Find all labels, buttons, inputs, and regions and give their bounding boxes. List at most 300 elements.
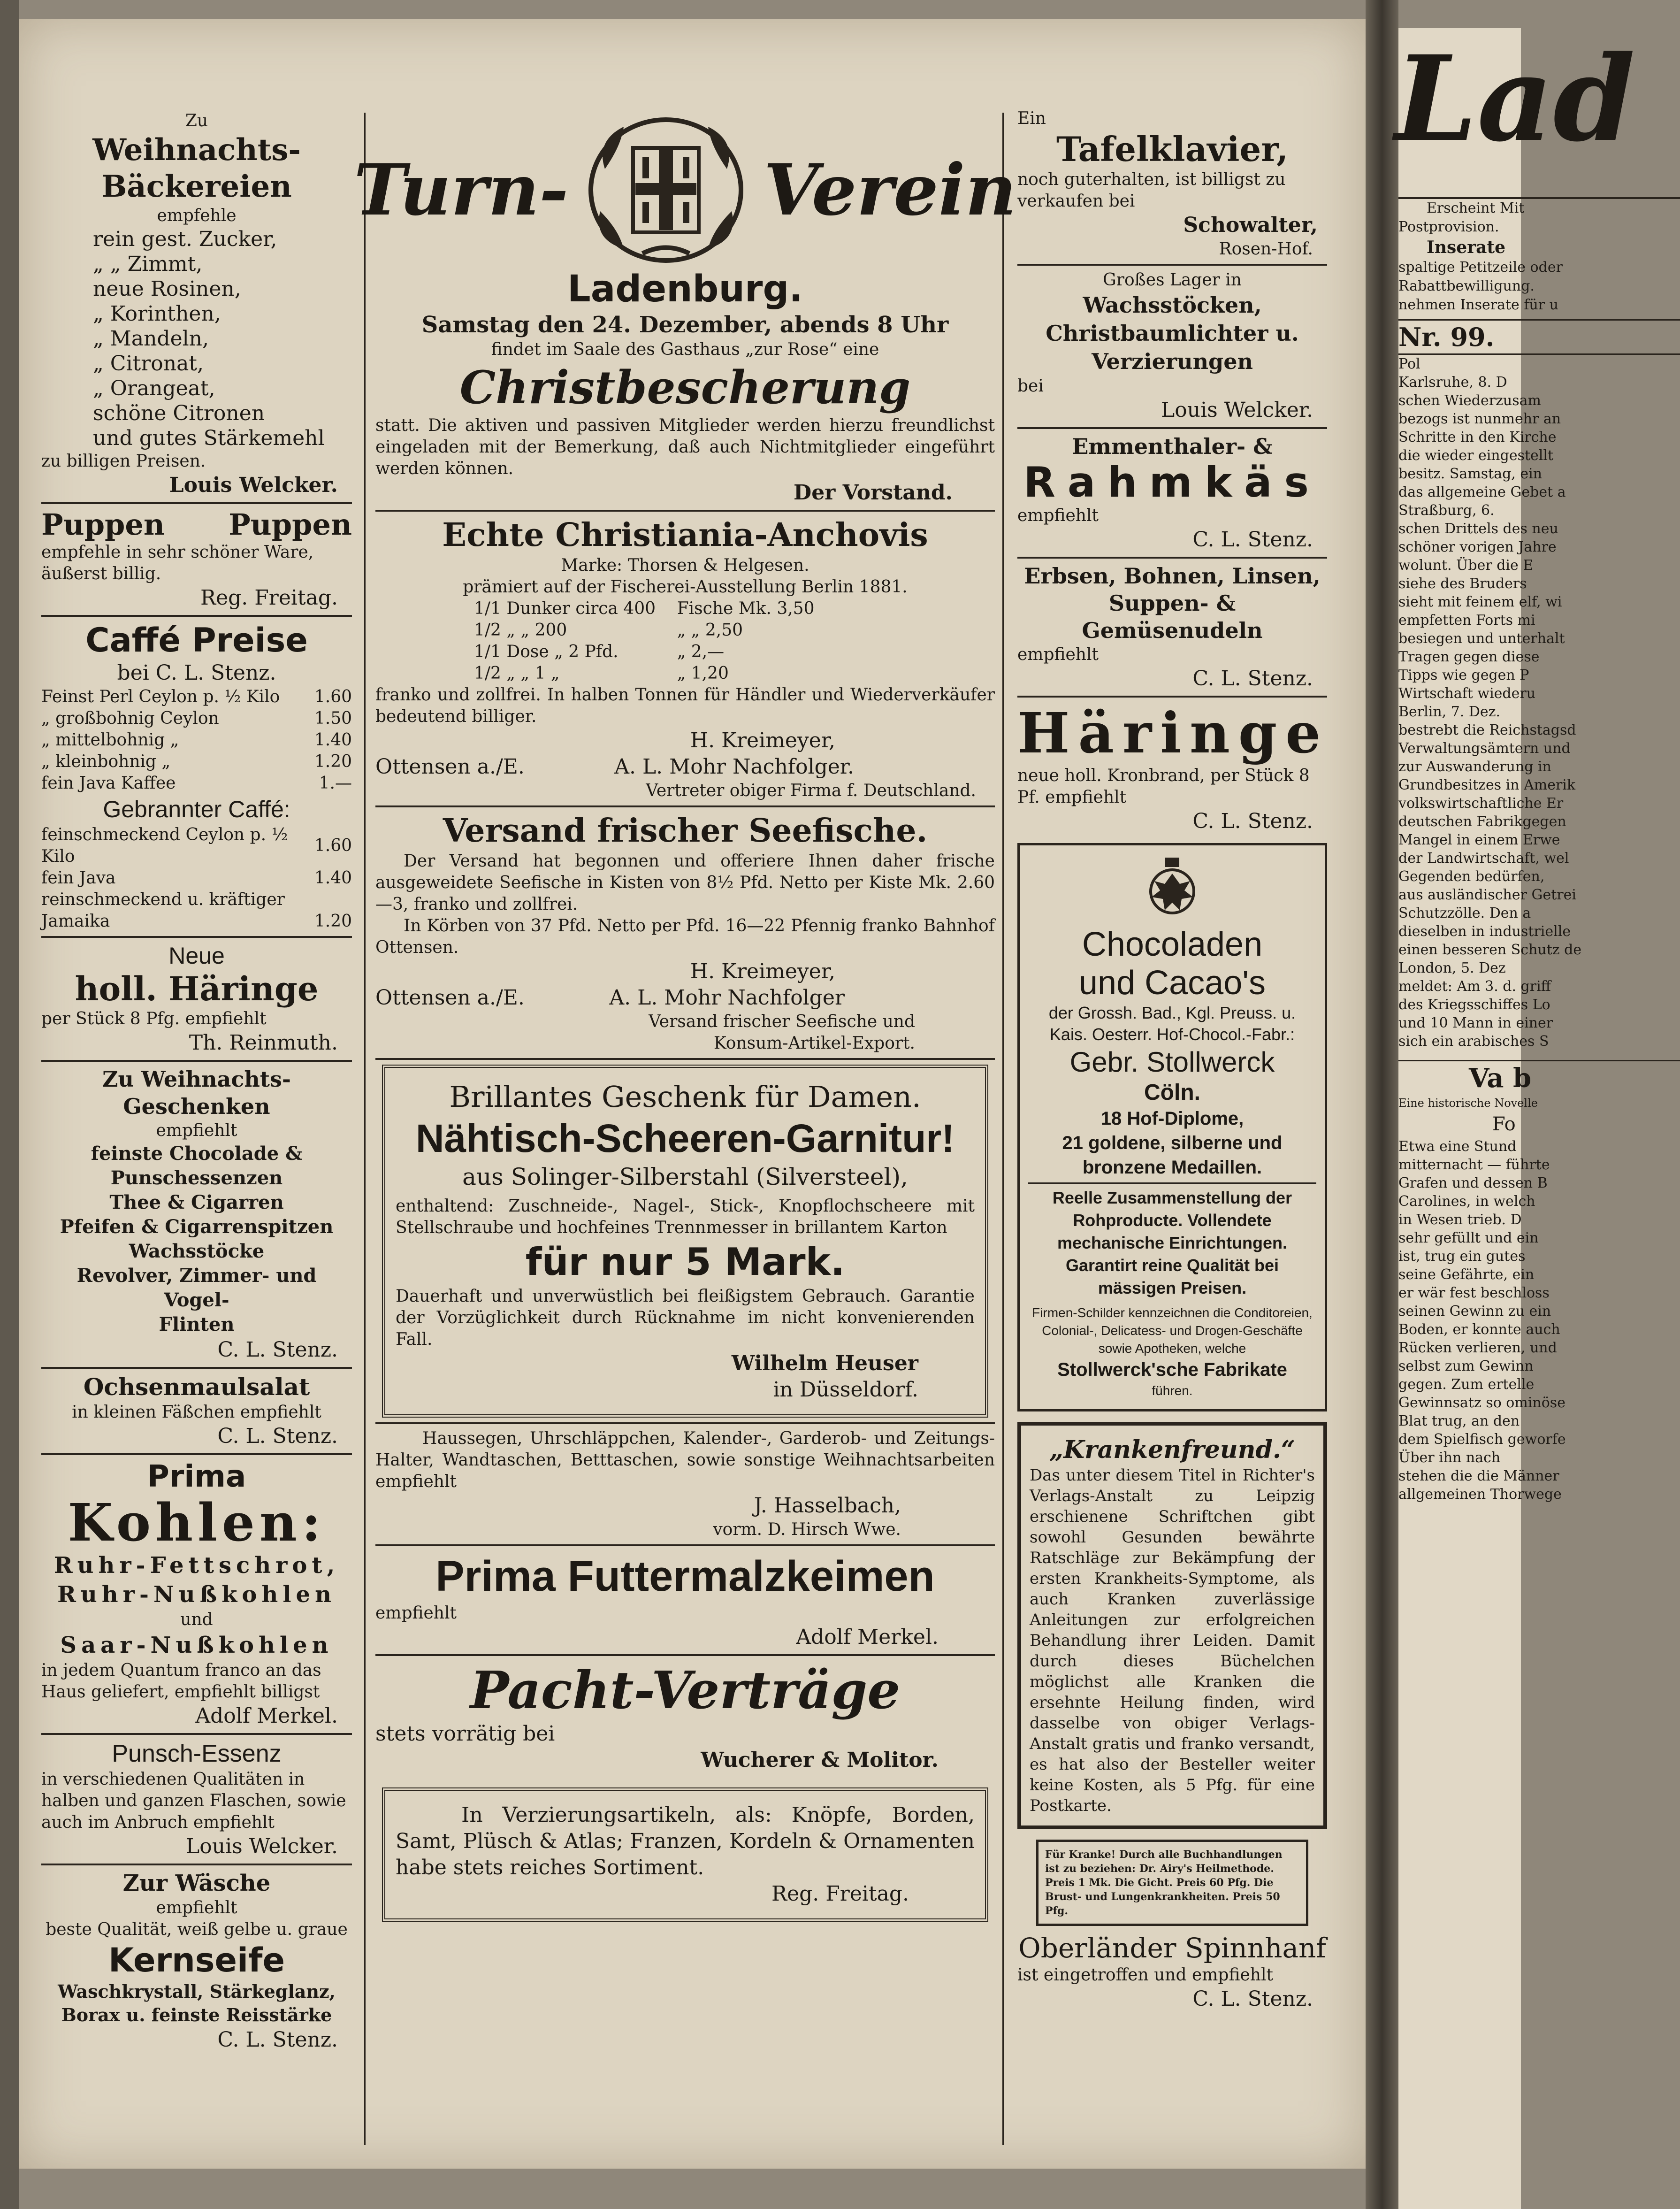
ad-stollwerck bbox=[1017, 843, 1327, 1411]
ad-kicker: Emmenthaler- & bbox=[1072, 434, 1273, 459]
divider bbox=[375, 1654, 995, 1656]
price-table bbox=[41, 686, 352, 794]
ad-weihnachts-baeckereien bbox=[41, 110, 352, 499]
table-cell: „ 2,— bbox=[677, 642, 725, 661]
text-line: Etwa eine Stund bbox=[1398, 1138, 1517, 1155]
ad-subheading: aus Solinger-Silberstahl (Silversteel), bbox=[462, 1163, 908, 1190]
novel-title: Va b bbox=[1469, 1063, 1532, 1094]
novel-subtitle: Eine historische Novelle bbox=[1398, 1097, 1538, 1110]
turner-cross-emblem-icon bbox=[577, 113, 755, 268]
text-line: Gewinnsatz so ominöse bbox=[1398, 1395, 1565, 1411]
ad-text: der Grossh. Bad., Kgl. Preuss. u. bbox=[1048, 1003, 1296, 1022]
table-cell: 1.20 bbox=[314, 912, 352, 931]
text-line: und 10 Mann in einer bbox=[1398, 1015, 1553, 1031]
table-row bbox=[41, 889, 352, 911]
text-line: Schutzzölle. Den a bbox=[1398, 905, 1531, 921]
table-row bbox=[474, 598, 831, 620]
text-line: bezogs ist nunmehr an bbox=[1398, 411, 1561, 427]
divider bbox=[1017, 696, 1327, 698]
text-line: dem Spielfisch geworfe bbox=[1398, 1431, 1566, 1448]
ad-text: prämiert auf der Fischerei-Ausstellung Berlin 1881. bbox=[463, 577, 908, 597]
ad-subheading: Ladenburg. bbox=[567, 268, 803, 310]
ad-text: bei bbox=[1017, 376, 1044, 396]
text-line: schen Drittels des neu bbox=[1398, 521, 1558, 537]
list-item: rein gest. Zucker, bbox=[93, 227, 277, 251]
advertiser-location: Rosen-Hof. bbox=[1219, 239, 1313, 259]
text-line: Grafen und dessen B bbox=[1398, 1175, 1548, 1191]
text-line: siehe des Bruders bbox=[1398, 575, 1527, 592]
text-line: Verwaltungsämtern und bbox=[1398, 740, 1571, 757]
text-line: sehr gefüllt und ein bbox=[1398, 1230, 1539, 1246]
item-list bbox=[41, 227, 352, 451]
text-line: Boden, er konnte auch bbox=[1398, 1321, 1560, 1338]
ad-text: Konsum-Artikel-Export. bbox=[713, 1034, 915, 1053]
ad-text: Kais. Oesterr. Hof-Chocol.-Fabr.: bbox=[1049, 1025, 1295, 1044]
text-line: Blat trug, an den bbox=[1398, 1413, 1520, 1429]
ad-text: per Stück 8 Pfg. empfiehlt bbox=[41, 1009, 267, 1028]
ad-heading: holl. Häringe bbox=[75, 969, 319, 1008]
text-line: Carolines, in welch bbox=[1398, 1193, 1535, 1210]
ad-kicker: Zu bbox=[185, 111, 208, 130]
advertiser-firm: A. L. Mohr Nachfolger bbox=[609, 986, 845, 1010]
ad-heading: Suppen- & Gemüsenudeln bbox=[1082, 591, 1263, 643]
ad-text: findet im Saale des Gasthaus „zur Rose“ eine bbox=[491, 340, 879, 359]
table-cell: „ mittelbohnig „ bbox=[41, 730, 179, 750]
table-cell: 1.60 bbox=[314, 687, 352, 706]
ad-subheading: Ruhr-Nußkohlen bbox=[57, 1581, 336, 1608]
divider bbox=[375, 805, 995, 807]
ad-text: in jedem Quantum franco an das Haus geliefert, empfiehlt billigst bbox=[41, 1661, 321, 1702]
text-line: deutschen Fabrikgegen bbox=[1398, 813, 1566, 830]
issue-number: Nr. 99. bbox=[1398, 322, 1495, 352]
list-item: „ Orangeat, bbox=[93, 376, 215, 400]
ad-kicker: Zur Wäsche bbox=[122, 1870, 271, 1896]
ad-seefische bbox=[375, 811, 995, 1054]
list-item: und gutes Stärkemehl bbox=[93, 426, 325, 450]
table-cell: 1/1 Dunker circa 400 bbox=[474, 599, 656, 618]
list-item: Flinten bbox=[159, 1313, 235, 1335]
table-row bbox=[474, 663, 831, 684]
table-cell: 1.50 bbox=[314, 709, 352, 728]
price-table bbox=[41, 824, 352, 932]
ad-heading: Wachsstöcken, Christbaumlichter u. Verzierungen bbox=[1046, 292, 1299, 374]
table-cell: 1.— bbox=[319, 774, 352, 793]
ad-text: zu billigen Preisen. bbox=[41, 452, 206, 471]
table-row bbox=[41, 708, 352, 729]
text-line: Rücken verlieren, und bbox=[1398, 1340, 1557, 1356]
text-line: zur Auswanderung in bbox=[1398, 759, 1551, 775]
advertiser-name: H. Kreimeyer, bbox=[690, 729, 835, 752]
ad-heading: Tafelklavier, bbox=[1056, 129, 1289, 169]
advertiser-name: C. L. Stenz. bbox=[1192, 528, 1313, 552]
text-line: meldet: Am 3. d. griff bbox=[1398, 978, 1551, 995]
column-1 bbox=[41, 110, 352, 2053]
ad-hasselbach bbox=[375, 1428, 995, 1541]
header-text: Inserate bbox=[1427, 238, 1506, 257]
ad-holl-haeringe bbox=[41, 942, 352, 1056]
ad-text: empfiehlt bbox=[1017, 506, 1099, 525]
text-line: des Kriegsschiffes Lo bbox=[1398, 997, 1550, 1013]
ad-caffe-preise bbox=[41, 621, 352, 932]
text-line: ist, trug ein gutes bbox=[1398, 1248, 1526, 1265]
advertiser-name: Wilhelm Heuser bbox=[731, 1351, 918, 1375]
ad-fuer-kranke bbox=[1036, 1840, 1308, 1926]
ad-text: neue holl. Kronbrand, per Stück 8 Pf. empfiehlt bbox=[1017, 766, 1310, 807]
ad-heading: Oberländer Spinnhanf bbox=[1018, 1932, 1326, 1964]
text-line: bestrebt die Reichstagsd bbox=[1398, 722, 1576, 738]
list-item: „ Citronat, bbox=[93, 352, 204, 376]
ad-text: Dauerhaft und unverwüstlich bei fleißigstem Gebrauch. Garantie der Vorzüglichkeit durch Rücknahme im nicht konvenierenden Fall. bbox=[396, 1287, 975, 1349]
text-line: schöner vorigen Jahre bbox=[1398, 539, 1557, 555]
item-list bbox=[41, 1142, 352, 1337]
ad-text: In Verzierungsartikeln, als: Knöpfe, Borden, Samt, Plüsch & Atlas; Franzen, Kordeln & Ornamenten habe stets reiches Sortiment. bbox=[396, 1803, 975, 1879]
ad-text: ist eingetroffen und empfiehlt bbox=[1017, 1965, 1273, 1985]
table-row bbox=[41, 824, 352, 867]
ad-heading: Nähtisch-Scheeren-Garnitur! bbox=[415, 1116, 955, 1160]
advertiser-name: Reg. Freitag. bbox=[771, 1882, 909, 1906]
ad-kohlen bbox=[41, 1459, 352, 1729]
event-date: Samstag den 24. Dezember, abends 8 Uhr bbox=[421, 312, 949, 338]
ad-text: Der Versand hat begonnen und offeriere Ihnen daher frische ausgeweidete Seefische in Kisten von 8½ Pfd. Netto per Kiste Mk. 2.60—3, franko und zollfrei. bbox=[375, 851, 995, 914]
ad-text: Für Kranke! Durch alle Buchhandlungen ist zu beziehen: Dr. Airy's Heilmethode. Preis 1 Mk. Die Gicht. Preis 60 Pfg. Die Brust- und Lungenkrankheiten. Preis 50 Pfg. bbox=[1045, 1849, 1283, 1917]
ad-text: empfiehlt bbox=[156, 1121, 237, 1140]
table-cell: 1/2 „ „ 1 „ bbox=[474, 664, 560, 683]
table-cell: reinschmeckend u. kräftiger bbox=[41, 890, 285, 909]
ad-heading: Versand frischer Seefische. bbox=[443, 812, 928, 850]
ad-naehtisch-garnitur bbox=[382, 1065, 988, 1418]
price-table bbox=[474, 598, 831, 684]
ad-turnverein bbox=[354, 113, 1016, 506]
advertiser-name: Adolf Merkel. bbox=[195, 1704, 338, 1728]
text-line: mitternacht — führte bbox=[1398, 1157, 1550, 1173]
text-line: selbst zum Gewinn bbox=[1398, 1358, 1534, 1374]
ad-text: Borax u. feinste Reisstärke bbox=[61, 2004, 332, 2025]
text-line: gegen. Zum ertelle bbox=[1398, 1376, 1535, 1393]
ad-haeringe bbox=[1017, 701, 1327, 835]
table-row bbox=[41, 751, 352, 773]
column-rule-right bbox=[1002, 113, 1004, 2145]
novel-heading: Fo bbox=[1492, 1113, 1516, 1135]
ad-heading: Turn- bbox=[354, 149, 569, 231]
table-cell: Fische Mk. 3,50 bbox=[677, 599, 815, 618]
column-rule-left bbox=[364, 113, 366, 2145]
list-item: feinste Chocolade & Punschessenzen bbox=[91, 1143, 303, 1189]
advertiser-name: Wucherer & Molitor. bbox=[701, 1748, 939, 1772]
text-line: besitz. Samstag, ein bbox=[1398, 466, 1543, 482]
table-cell: feinschmeckend Ceylon p. ½ Kilo bbox=[41, 825, 288, 866]
advertiser-firm: A. L. Mohr Nachfolger. bbox=[614, 755, 854, 779]
ad-text: vorm. D. Hirsch Wwe. bbox=[713, 1520, 901, 1539]
text-line: seinen Gewinn zu ein bbox=[1398, 1303, 1551, 1319]
ad-heading: und Cacao's bbox=[1078, 964, 1266, 1002]
table-cell: „ großbohnig Ceylon bbox=[41, 709, 219, 728]
advertiser-city: Ottensen a./E. bbox=[375, 755, 525, 779]
ad-text: Firmen-Schilder kennzeichnen die Conditoreien, Colonial-, Delicatess- und Drogen-Geschäfte sowie Apotheken, welche bbox=[1032, 1305, 1313, 1356]
ad-text: Stollwerck'sche Fabrikate bbox=[1057, 1359, 1287, 1380]
ad-heading: Häringe bbox=[1017, 700, 1329, 766]
ad-text: beste Qualität, weiß gelbe u. graue bbox=[46, 1920, 348, 1939]
ad-text: Haussegen, Uhrschläppchen, Kalender-, Garderob- und Zeitungs-Halter, Wandtaschen, Betttaschen, sowie sonstige Weihnachtsarbeiten empfiehlt bbox=[375, 1429, 995, 1491]
ad-heading: Punsch-Essenz bbox=[112, 1740, 282, 1767]
ad-text: Großes Lager in bbox=[1103, 270, 1242, 290]
list-item: „ „ Zimmt, bbox=[93, 252, 203, 276]
advertiser-name: Louis Welcker. bbox=[186, 1834, 338, 1858]
ad-heading: Weihnachts-Bäckereien bbox=[92, 132, 301, 204]
advertiser-city: Ottensen a./E. bbox=[375, 986, 525, 1010]
advertiser-name: C. L. Stenz. bbox=[1192, 809, 1313, 833]
column-3 bbox=[1017, 108, 1327, 2012]
ad-text: bronzene Medaillen. bbox=[1082, 1157, 1262, 1178]
header-text: Postprovision. bbox=[1398, 219, 1499, 235]
event-title: Christbescherung bbox=[459, 361, 911, 414]
header-text: nehmen Inserate für u bbox=[1398, 297, 1558, 313]
ad-krankenfreund bbox=[1017, 1422, 1327, 1829]
ad-subheading: Cöln. bbox=[1144, 1080, 1200, 1105]
table-cell: „ kleinbohnig „ bbox=[41, 752, 171, 771]
advertiser-name: J. Hasselbach, bbox=[754, 1494, 901, 1518]
ad-text: franko und zollfrei. In halben Tonnen für Händler und Wiederverkäufer bedeutend billiger. bbox=[375, 685, 995, 726]
ad-text: Das unter diesem Titel in Richter's Verlags-Anstalt zu Leipzig erschienene Schriftchen gibt sowohl Gesunden bewährte Ratschläge zur Bekämpfung der ersten Krankheits-Symptome, als auch Kranken zuverlässige Anleitungen zur erfolgreichen Behandlung ihrer Leiden. Damit durch dieses Büchelchen möglichst alle Kranken die ersehnte Heilung finden, wird dasselbe von obiger Verlags-Anstalt gratis und franko versandt, es hat also der Besteller weiter keine Kosten, als 5 Pfg. für eine Postkarte. bbox=[1030, 1466, 1315, 1815]
list-item: Thee & Cigarren bbox=[109, 1191, 284, 1213]
divider bbox=[375, 1544, 995, 1546]
advertiser-name: C. L. Stenz. bbox=[217, 1338, 338, 1362]
ad-heading: Puppen bbox=[229, 507, 352, 542]
divider bbox=[41, 1367, 352, 1369]
ad-verzierungsartikel bbox=[382, 1787, 988, 1922]
ad-heading: Zu Weihnachts-Geschenken bbox=[102, 1066, 291, 1119]
list-item: schöne Citronen bbox=[93, 401, 265, 425]
ad-puppen bbox=[41, 508, 352, 611]
table-cell: 1.40 bbox=[314, 730, 352, 750]
table-row bbox=[41, 773, 352, 794]
ad-heading: Kohlen: bbox=[68, 1492, 326, 1553]
divider bbox=[41, 502, 352, 504]
ad-waesche bbox=[41, 1869, 352, 2053]
text-line: Berlin, 7. Dez. bbox=[1398, 704, 1501, 720]
advertiser-city: in Düsseldorf. bbox=[773, 1378, 918, 1402]
table-cell: „ 1,20 bbox=[677, 664, 729, 683]
advertiser-name: Louis Welcker. bbox=[169, 473, 338, 497]
ad-ochsenmaulsalat bbox=[41, 1373, 352, 1450]
ad-huelsenfruechte bbox=[1017, 562, 1327, 692]
ad-text: Versand frischer Seefische und bbox=[649, 1012, 915, 1031]
ad-text: und bbox=[180, 1610, 213, 1629]
text-line: besiegen und unterhalt bbox=[1398, 630, 1565, 647]
ad-subheading: Gebr. Stollwerck bbox=[1069, 1046, 1275, 1078]
text-line: Pol bbox=[1398, 356, 1420, 372]
text-line: der Landwirtschaft, wel bbox=[1398, 850, 1569, 867]
table-row bbox=[474, 620, 831, 641]
divider bbox=[1017, 264, 1327, 266]
ad-subheading: Gebrannter Caffé: bbox=[103, 796, 290, 822]
ad-punsch-essenz bbox=[41, 1739, 352, 1860]
divider bbox=[41, 936, 352, 938]
text-line: in Wesen trieb. D bbox=[1398, 1212, 1522, 1228]
table-cell: 1/1 Dose „ 2 Pfd. bbox=[474, 642, 619, 661]
list-item: „ Mandeln, bbox=[93, 327, 209, 351]
divider bbox=[41, 1453, 352, 1455]
masthead: Lad bbox=[1395, 30, 1635, 168]
ad-text: In Körben von 37 Pfd. Netto per Pfd. 16—22 Pfennig franko Bahnhof Ottensen. bbox=[375, 916, 995, 957]
ad-text: Marke: Thorsen & Helgesen. bbox=[561, 556, 809, 575]
divider bbox=[1017, 557, 1327, 559]
list-item: Revolver, Zimmer- und Vogel- bbox=[76, 1265, 317, 1311]
ad-heading: Puppen bbox=[41, 507, 165, 542]
ad-text: empfiehlt bbox=[375, 1603, 457, 1623]
ad-text: empfiehlt bbox=[1017, 645, 1099, 664]
ad-heading: Echte Christiania-Anchovis bbox=[442, 516, 928, 554]
news-column bbox=[1398, 355, 1680, 1051]
header-text: spaltige Petitzeile oder bbox=[1398, 259, 1563, 276]
column-2 bbox=[354, 113, 1016, 1922]
ad-text: Reelle Zusammenstellung der Rohproducte. Vollendete mechanische Einrichtungen. Garantirt reine Qualität bei mässigen Preisen. bbox=[1052, 1188, 1292, 1297]
text-line: sich ein arabisches S bbox=[1398, 1033, 1549, 1050]
text-line: einen besseren Schutz de bbox=[1398, 942, 1582, 958]
advertiser-name: C. L. Stenz. bbox=[217, 1424, 338, 1448]
text-line: Wirtschaft wiederu bbox=[1398, 685, 1536, 702]
book-gutter bbox=[1366, 0, 1398, 2209]
text-line: volkswirtschaftliche Er bbox=[1398, 795, 1564, 812]
ad-text: empfehle bbox=[157, 206, 237, 225]
ad-wachsstoecke bbox=[1017, 269, 1327, 423]
ad-text: empfiehlt bbox=[156, 1898, 237, 1918]
ad-heading: Verein bbox=[764, 149, 1016, 231]
ad-rahmkaes bbox=[1017, 433, 1327, 553]
divider bbox=[41, 1733, 352, 1735]
ad-heading: Chocoladen bbox=[1082, 926, 1263, 963]
list-item: Wachsstöcke bbox=[129, 1240, 265, 1262]
ad-heading: Rahmkäs bbox=[1023, 458, 1321, 506]
advertiser-name: Louis Welcker. bbox=[1161, 398, 1313, 422]
ad-heading: Caffé Preise bbox=[85, 621, 308, 660]
text-line: Gegenden bedürfen, bbox=[1398, 868, 1545, 885]
advertiser-name: H. Kreimeyer, bbox=[690, 959, 835, 983]
text-line: seine Gefährte, ein bbox=[1398, 1266, 1535, 1283]
advertiser-name: Schowalter, bbox=[1183, 213, 1318, 237]
text-line: schen Wiederzusam bbox=[1398, 392, 1541, 409]
divider bbox=[1028, 1182, 1316, 1184]
ad-kicker: Neue bbox=[168, 943, 225, 969]
text-line: London, 5. Dez bbox=[1398, 960, 1506, 976]
text-line: Grundbesitzes in Amerik bbox=[1398, 777, 1576, 793]
ad-anchovis bbox=[375, 515, 995, 802]
text-line: Tragen gegen diese bbox=[1398, 649, 1540, 665]
ad-text: empfehle in sehr schöner Ware, äußerst billig. bbox=[41, 543, 314, 583]
ad-text: in kleinen Fäßchen empfiehlt bbox=[72, 1403, 321, 1422]
advertiser-name: Der Vorstand. bbox=[794, 481, 953, 505]
text-line: empfetten Forts mi bbox=[1398, 612, 1535, 629]
ad-kicker: Ein bbox=[1017, 109, 1046, 128]
divider bbox=[41, 1060, 352, 1062]
price-label: für nur 5 Mark. bbox=[525, 1240, 845, 1284]
ad-heading: „Krankenfreund.“ bbox=[1049, 1435, 1295, 1464]
list-item: neue Rosinen, bbox=[93, 277, 241, 301]
ad-tafelklavier bbox=[1017, 108, 1327, 260]
ad-subheading: Saar-Nußkohlen bbox=[60, 1632, 333, 1658]
table-cell: 1.40 bbox=[314, 868, 352, 888]
text-line: Über ihn nach bbox=[1398, 1450, 1501, 1466]
table-row bbox=[41, 867, 352, 889]
header-text: Rabattbewilligung. bbox=[1398, 278, 1535, 294]
list-item: „ Korinthen, bbox=[93, 302, 221, 326]
text-line: wolunt. Über die E bbox=[1398, 557, 1534, 574]
table-cell: Jamaika bbox=[41, 912, 110, 931]
ad-heading: Kernseife bbox=[108, 1941, 285, 1979]
text-line: die wieder eingestellt bbox=[1398, 447, 1554, 464]
text-line: stehen die die Männer bbox=[1398, 1468, 1559, 1484]
text-line: Tipps wie gegen P bbox=[1398, 667, 1529, 683]
text-line: Straßburg, 6. bbox=[1398, 502, 1495, 519]
text-line: aus ausländischer Getrei bbox=[1398, 887, 1576, 903]
advertiser-name: Adolf Merkel. bbox=[796, 1625, 939, 1649]
ad-weihnachts-geschenke bbox=[41, 1066, 352, 1363]
divider bbox=[375, 1422, 995, 1424]
ad-heading: Erbsen, Bohnen, Linsen, bbox=[1024, 563, 1321, 589]
table-row bbox=[474, 641, 831, 663]
ad-futtermalzkeimen bbox=[375, 1550, 995, 1650]
ad-subheading: Ruhr-Fettschrot, bbox=[53, 1552, 340, 1579]
table-cell: 1/2 „ „ 200 bbox=[474, 621, 567, 640]
scanner-background bbox=[0, 0, 19, 2209]
advertiser-name: C. L. Stenz. bbox=[1192, 667, 1313, 690]
text-line: er wär fest beschloss bbox=[1398, 1285, 1550, 1301]
ad-text: führen. bbox=[1152, 1383, 1193, 1398]
table-cell: „ „ 2,50 bbox=[677, 621, 743, 640]
text-line: Karlsruhe, 8. D bbox=[1398, 374, 1507, 391]
table-cell: fein Java Kaffee bbox=[41, 774, 176, 793]
ad-heading: Prima Futtermalzkeimen bbox=[435, 1552, 935, 1600]
advertiser-name: C. L. Stenz. bbox=[1192, 1987, 1313, 2011]
ad-text: bei C. L. Stenz. bbox=[117, 661, 276, 685]
next-page bbox=[1395, 28, 1635, 2209]
eagle-crest-icon bbox=[1028, 855, 1316, 925]
text-line: das allgemeine Gebet a bbox=[1398, 484, 1566, 500]
list-item: Pfeifen & Cigarrenspitzen bbox=[60, 1216, 334, 1238]
table-cell bbox=[314, 889, 352, 911]
novel-column bbox=[1398, 1137, 1680, 1503]
text-line: sieht mit feinem elf, wi bbox=[1398, 594, 1562, 610]
turnverein-header bbox=[354, 113, 1016, 268]
ad-text: enthaltend: Zuschneide-, Nagel-, Stick-, Knopflochscheere mit Stellschraube und hochfeines Trennmesser in brillantem Karton bbox=[396, 1197, 975, 1237]
text-line: allgemeinen Thorwege bbox=[1398, 1486, 1562, 1503]
text-line: Mangel in einem Erwe bbox=[1398, 832, 1560, 848]
ad-text: Vertreter obiger Firma f. Deutschland. bbox=[646, 781, 976, 800]
table-cell: 1.20 bbox=[314, 752, 352, 771]
divider bbox=[375, 1058, 995, 1060]
header-text: Erscheint Mit bbox=[1427, 200, 1525, 216]
ad-text: 18 Hof-Diplome, bbox=[1100, 1108, 1244, 1129]
divider bbox=[375, 510, 995, 512]
ad-text: 21 goldene, silberne und bbox=[1062, 1133, 1283, 1153]
ad-spinnhanf bbox=[1017, 1932, 1327, 2012]
ad-pacht-vertraege bbox=[375, 1660, 995, 1773]
ad-heading: Pacht-Verträge bbox=[470, 1660, 901, 1720]
text-line: dieselben in industrielle bbox=[1398, 923, 1571, 940]
divider bbox=[41, 1864, 352, 1865]
table-row bbox=[41, 729, 352, 751]
ad-heading: Ochsenmaulsalat bbox=[83, 1373, 310, 1401]
ad-text: stets vorrätig bei bbox=[375, 1722, 555, 1746]
table-cell: Feinst Perl Ceylon p. ½ Kilo bbox=[41, 687, 280, 706]
divider bbox=[1017, 427, 1327, 429]
ad-text: Waschkrystall, Stärkeglanz, bbox=[58, 1981, 336, 2002]
table-row bbox=[41, 911, 352, 932]
table-row bbox=[41, 686, 352, 708]
ad-text: in verschiedenen Qualitäten in halben und ganzen Flaschen, sowie auch im Anbruch empfiehlt bbox=[41, 1770, 346, 1832]
ad-kicker: Prima bbox=[147, 1459, 246, 1494]
table-cell: 1.60 bbox=[314, 836, 352, 855]
divider bbox=[41, 615, 352, 617]
